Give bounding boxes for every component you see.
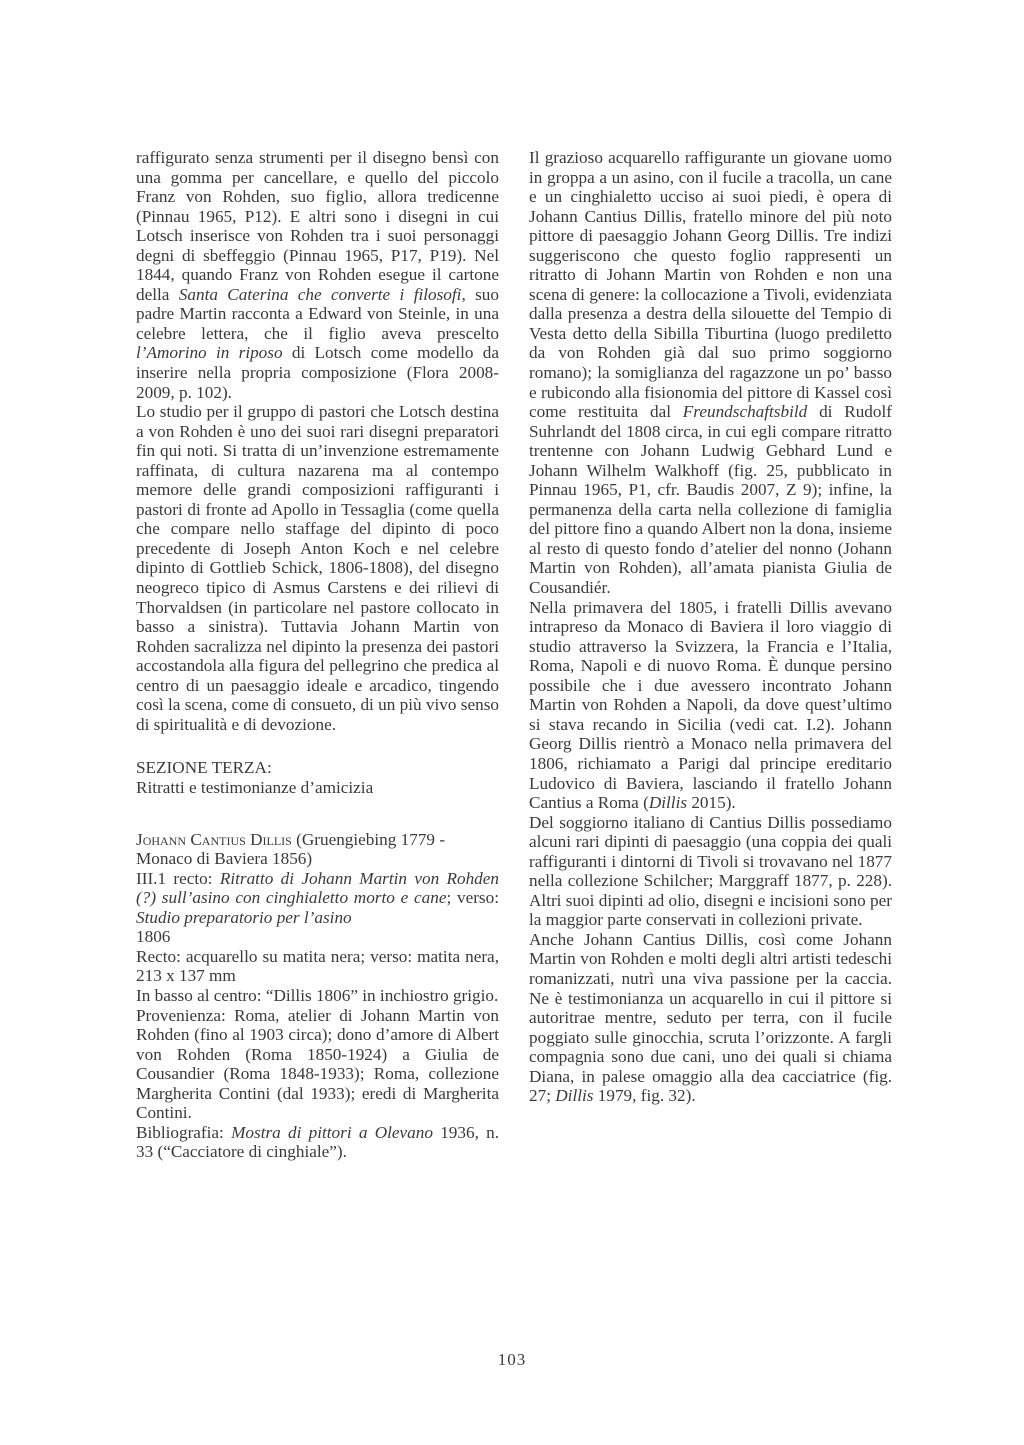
text-run: ; verso:	[446, 888, 499, 908]
page-number: 103	[497, 1350, 527, 1369]
italic-title: Dillis	[555, 1086, 594, 1106]
text-run: , suo padre Martin racconta a Edward von Steinle, in una celebre lettera, che il figlio aveva prescelto	[136, 284, 499, 343]
catalog-entry-medium: Recto: acquarello su matita nera; verso: matita nera, 213 x 137 mm	[136, 946, 499, 986]
body-paragraph	[136, 148, 499, 402]
text-run: raffigurato senza strumenti per il disegno bensì con una gomma per cancellare, e quello del piccolo Franz von Rohden, suo figlio, allora tredicenne (Pinnau 1965, P12). E altri sono i disegni in cui Lotsch inserisce von Rohden tra i suoi personaggi degni di sbeffeggio (Pinnau 1965, P17, P19). Nel 1844, quando Franz von Rohden esegue il cartone della	[136, 148, 499, 304]
body-paragraph: Del soggiorno italiano di Cantius Dillis possediamo alcuni rari dipinti di paesaggio (una coppia dei quali raffiguranti i dintorni di Tivoli si trovavano nel 1877 nella collezione Schilcher; Marggraff 1877, p. 228). Altri suoi dipinti ad olio, disegni e incisioni sono per la maggior parte conservati in collezioni private.	[529, 812, 892, 930]
text-run: 1936, n. 33 (“Cacciatore di cinghiale”).	[136, 1122, 500, 1162]
text-run: Anche Johann Cantius Dillis, così come Johann Martin von Rohden e molti degli altri artisti tedeschi romanizzati, nutrì una viva passione per la caccia. Ne è testimonianza un acquarello in cui il pittore si autoritrae mentre, seduto per terra, con il fucile poggiato sulle ginocchia, scruta l’orizzonte. A fargli compagnia sono due cani, uno dei quali si chiama Diana, in palese omaggio alla dea cacciatrice (fig. 27;	[529, 929, 892, 1106]
catalog-entry-bibliography	[136, 1123, 499, 1162]
text-run: di Rudolf Suhrlandt del 1808 circa, in cui egli compare ritratto trentenne con Johann Ludwig Gebhard Lund e Johann Wilhelm Walkhoff (fig. 25, pubblicato in Pinnau 1965, P1, cfr. Baudis 2007, Z 9); infine, la permanenza della carta nella collezione di famiglia del pittore fino a quando Albert non la dona, insieme al resto di questo fondo d’atelier del nonno (Johann Martin von Rohden), all’amata pianista Giulia de Cousandiér.	[529, 402, 892, 598]
italic-title: l’Amorino in riposo	[136, 343, 283, 363]
text-run: Bibliografia:	[136, 1122, 232, 1142]
bibliography-title: Mostra di pittori a Olevano	[231, 1122, 433, 1142]
artist-dates: (Gruengiebing 1779 - Monaco di Baviera 1856)	[136, 829, 446, 869]
text-run: Nella primavera del 1805, i fratelli Dillis avevano intrapreso da Monaco di Baviera il loro viaggio di studio attraverso la Svizzera, la Francia e l’Italia, Roma, Napoli e di nuovo Roma. È dunque persino possibile che i due avessero incontrato Johann Martin von Rohden a Napoli, da dove quest’ultimo si stava recando in Sicilia (vedi cat. I.2). Johann Georg Dillis rientrò a Monaco nella primavera del 1806, richiamato a Parigi dal principe ereditario Ludovico di Baviera, lasciando il fratello Johann Cantius a Roma (	[529, 597, 892, 813]
section-subheading: Ritratti e testimonianze d’amicizia	[136, 777, 374, 797]
body-paragraph	[529, 598, 892, 813]
body-paragraph	[529, 148, 892, 598]
text-run: 1979, fig. 32).	[593, 1086, 696, 1106]
section-heading: SEZIONE TERZA:	[136, 757, 272, 777]
italic-title: Santa Caterina che converte i filosofi	[178, 284, 462, 304]
catalog-entry-title	[136, 869, 499, 928]
body-paragraph	[529, 930, 892, 1106]
catalog-entry-inscription: In basso al centro: “Dillis 1806” in inchiostro grigio.	[136, 985, 499, 1005]
italic-title: Dillis	[648, 793, 688, 813]
spacer	[136, 734, 499, 754]
catalog-entry-provenance: Provenienza: Roma, atelier di Johann Martin von Rohden (fino al 1903 circa); dono d’amore di Albert von Rohden (Roma 1850-1924) a Giulia de Cousandier (Roma 1848-1933); Roma, collezione Margherita Contini (dal 1933); eredi di Margherita Contini.	[136, 1005, 499, 1123]
recto-title: Ritratto di Johann Martin von Rohden (?) sull’asino con cinghialetto morto e cane	[136, 868, 499, 908]
catalog-entry-year: 1806	[136, 927, 171, 947]
text-run: 2015).	[687, 793, 736, 813]
spacer	[136, 817, 499, 830]
text-run: di Lotsch come modello da inserire nella propria composizione (Flora 2008-2009, p. 102).	[136, 343, 499, 402]
artist-name: Johann Cantius Dillis	[136, 829, 292, 849]
catalog-entry-artist	[136, 830, 499, 869]
verso-title: Studio preparatorio per l’asino	[136, 907, 352, 927]
spacer	[136, 797, 499, 817]
text-run: Il grazioso acquarello raffigurante un giovane uomo in groppa a un asino, con il fucile a tracolla, un cane e un cinghialetto ucciso ai suoi piedi, è opera di Johann Cantius Dillis, fratello minore del più noto pittore di paesaggio Johann Georg Dillis. Tre indizi suggeriscono che questo foglio rappresenti un ritratto di Johann Martin von Rohden e non una scena di genere: la collocazione a Tivoli, evidenziata dalla presenza a destra della silouette del Tempio di Vesta detto della Sibilla Tiburtina (luogo prediletto da von Rohden già dal suo primo soggiorno romano); la somiglianza del ragazzone un po’ basso e rubicondo alla fisionomia del pittore di Kassel così come restituita dal	[529, 148, 892, 422]
catalog-number: III.1 recto:	[136, 868, 220, 888]
right-column	[529, 148, 892, 1106]
italic-title: Freundschaftsbild	[682, 402, 808, 422]
body-paragraph: Lo studio per il gruppo di pastori che Lotsch destina a von Rohden è uno dei suoi rari disegni preparatori fin qui noti. Si tratta di un’invenzione estremamente raffinata, di cultura nazarena ma al contempo memore delle grandi composizioni raffiguranti i pastori di fronte ad Apollo in Tessaglia (come quella che compare nello staffage del dipinto di poco precedente di Joseph Anton Koch e nel celebre dipinto di Gottlieb Schick, 1806-1808), del disegno neogreco tipico di Asmus Carstens e dei rilievi di Thorvaldsen (in particolare nel pastore collocato in basso a sinistra). Tuttavia Johann Martin von Rohden sacralizza nel dipinto la presenza dei pastori accostandola alla figura del pellegrino che predica al centro di un paesaggio ideale e arcadico, tingendo così la scena, come di consueto, di un più vivo senso di spiritualità e di devozione.	[136, 402, 499, 734]
left-column	[136, 148, 499, 1162]
